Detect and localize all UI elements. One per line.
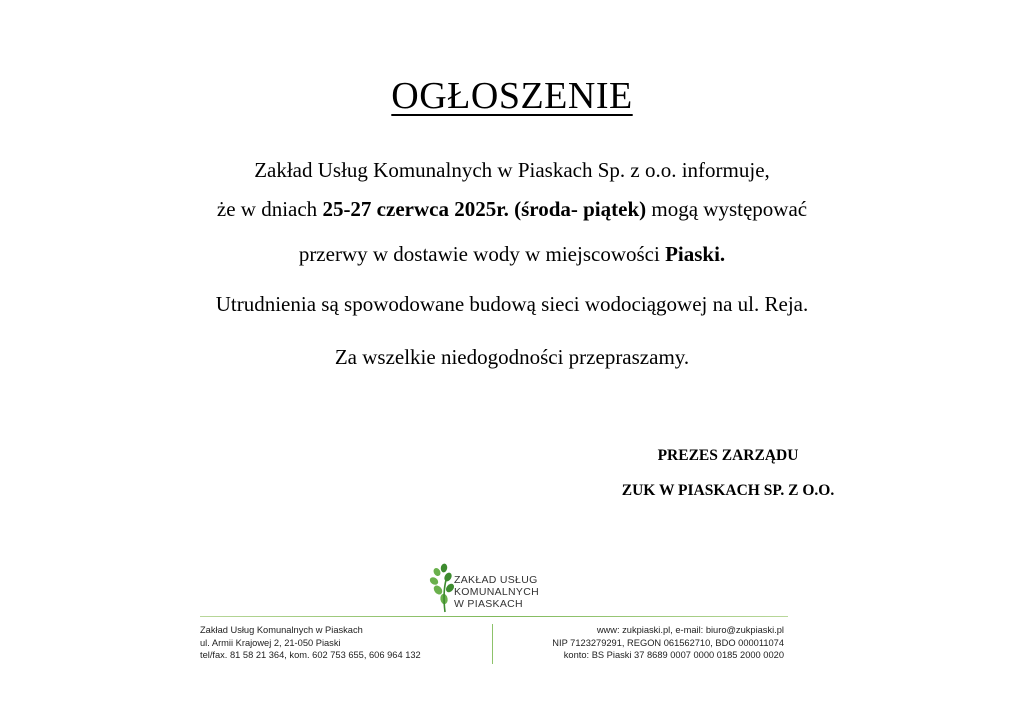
footer-left-line: tel/fax. 81 58 21 364, kom. 602 753 655, 606 964 132 [200, 650, 421, 660]
announcement-line-4: Utrudnienia są spowodowane budową sieci wodociągowej na ul. Reja. [215, 292, 809, 316]
announcement-line-5: Za wszelkie niedogodności przepraszamy. [334, 345, 690, 369]
location: Piaski. [665, 242, 726, 266]
announcement-line-3 [0, 240, 1024, 268]
date-range: 25-27 czerwca 2025r. (środa- piątek) [322, 197, 647, 221]
logo-line-3: W PIASKACH [454, 598, 523, 610]
footer-left-line: Zakład Usług Komunalnych w Piaskach [200, 625, 363, 635]
line-2-pre: że w dniach [216, 197, 323, 221]
logo-line-1: ZAKŁAD USŁUG [454, 574, 538, 586]
logo-text [454, 574, 539, 610]
signature-org: ZUK W PIASKACH SP. Z O.O. [621, 482, 835, 499]
line-2-post: mogą występować [646, 197, 808, 221]
line-3-pre: przerwy w dostawie wody w miejscowości [298, 242, 666, 266]
announcement-line-1: Zakład Usług Komunalnych w Piaskach Sp. z o.o. informuje, [254, 158, 770, 182]
footer-left-line: ul. Armii Krajowej 2, 21-050 Piaski [200, 637, 341, 648]
footer-right-line: www: zukpiaski.pl, e-mail: biuro@zukpiaski.pl [596, 625, 784, 635]
footer-address [200, 624, 421, 662]
signature-role: PREZES ZARZĄDU [657, 447, 799, 464]
footer-right-line: konto: BS Piaski 37 8689 0007 0000 0185 2000 0020 [563, 650, 784, 660]
footer-vertical-divider [492, 624, 493, 664]
logo-line-2: KOMUNALNYCH [454, 586, 539, 598]
footer-right-line: NIP 7123279291, REGON 061562710, BDO 000011074 [552, 637, 784, 648]
announcement-line-2 [0, 195, 1024, 223]
page-title: OGŁOSZENIE [391, 75, 633, 117]
footer-divider [200, 616, 788, 617]
footer-contact [552, 624, 784, 662]
